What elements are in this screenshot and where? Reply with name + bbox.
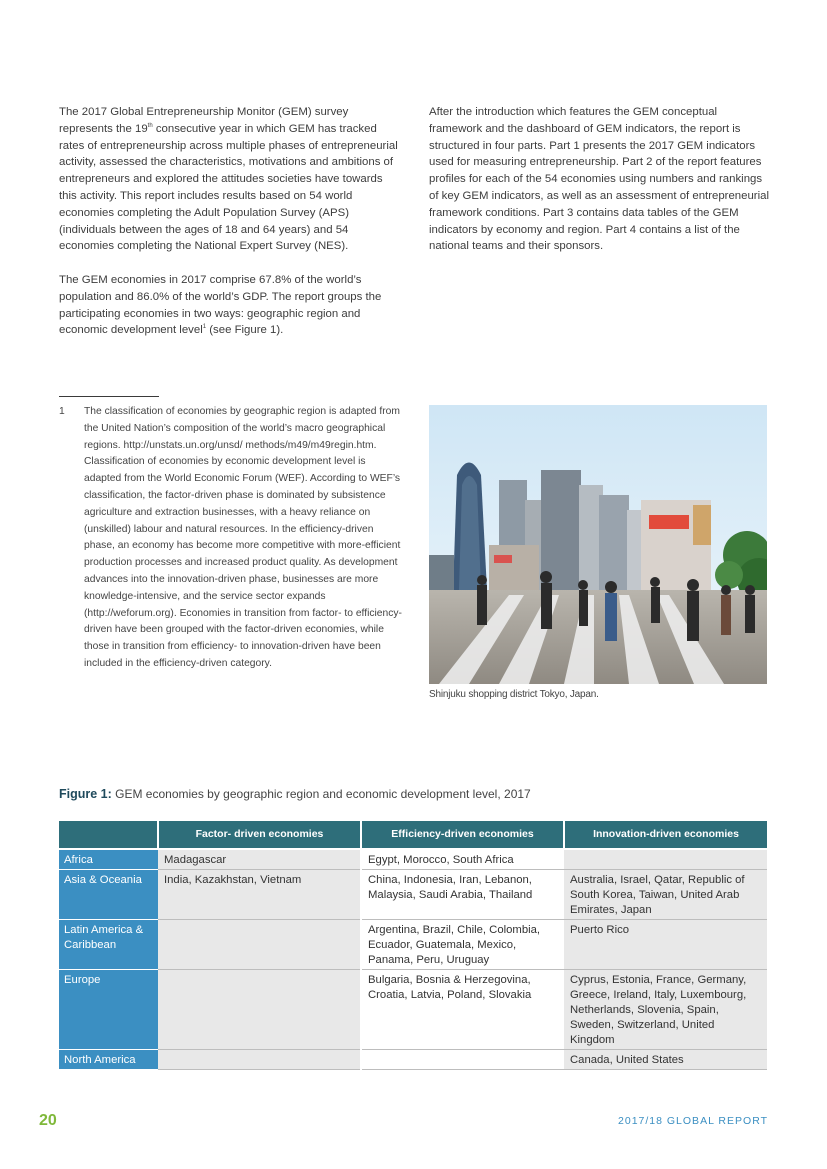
efficiency-cell: Bulgaria, Bosnia & Herzegovina, Croatia, Latvia, Poland, Slovakia	[361, 970, 564, 1050]
efficiency-cell: China, Indonesia, Iran, Lebanon, Malaysia, Saudi Arabia, Thailand	[361, 870, 564, 920]
footnote-number: 1	[59, 406, 65, 417]
efficiency-cell	[361, 1050, 564, 1070]
intro-paragraph-1: The 2017 Global Entrepreneurship Monitor (GEM) survey represents the 19th consecutive year in which GEM has tracked rates of entrepreneurship across multiple phases of entrepreneurial activity, assessed the characteristics, motivations and ambitions of entrepreneurs and explored the attitudes societies have towards this activity. This report includes results based on 54 world economies completing the Adult Population Survey (APS) (individuals between the ages of 18 and 64 years) and 54 economies completing the National Expert Survey (NES).	[59, 106, 398, 253]
efficiency-cell: Egypt, Morocco, South Africa	[361, 849, 564, 870]
innovation-cell: Puerto Rico	[564, 920, 767, 970]
table-header-row	[59, 821, 767, 849]
region-cell: Europe	[59, 970, 158, 1050]
factor-cell	[158, 1050, 361, 1070]
table-row	[59, 920, 767, 970]
figure-title	[59, 787, 531, 801]
figure-label: Figure 1:	[59, 787, 112, 801]
region-cell: North America	[59, 1050, 158, 1070]
efficiency-cell: Argentina, Brazil, Chile, Colombia, Ecuador, Guatemala, Mexico, Panama, Peru, Uruguay	[361, 920, 564, 970]
factor-cell	[158, 970, 361, 1050]
innovation-cell: Canada, United States	[564, 1050, 767, 1070]
factor-cell: Madagascar	[158, 849, 361, 870]
city-photo	[429, 405, 767, 684]
footnote	[59, 404, 404, 673]
figure-title-text: GEM economies by geographic region and economic development level, 2017	[111, 787, 531, 801]
page-number: 20	[39, 1112, 57, 1129]
table-row	[59, 849, 767, 870]
report-title: 2017/18 GLOBAL REPORT	[618, 1115, 768, 1127]
innovation-cell: Cyprus, Estonia, France, Germany, Greece, Ireland, Italy, Luxembourg, Netherlands, Slovenia, Spain, Sweden, Switzerland, United Kingdom	[564, 970, 767, 1050]
intro-left-column	[59, 104, 399, 356]
table-row	[59, 970, 767, 1050]
economies-table	[59, 821, 767, 1070]
footnote-text: The classification of economies by geographic region is adapted from the United Nation’s composition of the world’s macro geographical regions. http://unstats.un.org/unsd/ methods/m49/m49regin.htm. Classification of economies by economic development level is adapted from the World Economic Forum (WEF). According to WEF’s classification, the factor-driven phase is dominated by subsistence agriculture and extraction businesses, with a heavy reliance on (unskilled) labour and natural resources. In the efficiency-driven phase, an economy has become more competitive with more-efficient production processes and increased product quality. As development advances into the innovation-driven phase, businesses are more knowledge-intensive, and the service sector expands (http://weforum.org). Economies in transition from factor- to efficiency-driven have been grouped with the factor-driven economies, while those in transition from efficiency- to innovation-driven have been included in the efficiency-driven category.	[84, 406, 402, 669]
innovation-cell	[564, 849, 767, 870]
factor-cell	[158, 920, 361, 970]
table-header-efficiency: Efficiency-driven economies	[361, 821, 564, 849]
city-street-illustration	[429, 405, 767, 684]
intro-paragraph-3: After the introduction which features the GEM conceptual framework and the dashboard of GEM indicators, the report is structured in four parts. Part 1 presents the 2017 GEM indicators used for measuring entrepreneurship. Part 2 of the report features profiles for each of the 54 economies using numbers and rankings of key GEM indicators, as well as an assessment of entrepreneurial framework conditions. Part 3 contains data tables of the GEM indicators by economy and region. Part 4 contains a list of the national teams and their sponsors.	[429, 106, 769, 253]
table-header-region	[59, 821, 158, 849]
table-header-factor: Factor- driven economies	[158, 821, 361, 849]
table-row	[59, 1050, 767, 1070]
region-cell: Latin America & Caribbean	[59, 920, 158, 970]
region-cell: Asia & Oceania	[59, 870, 158, 920]
innovation-cell: Australia, Israel, Qatar, Republic of South Korea, Taiwan, United Arab Emirates, Japan	[564, 870, 767, 920]
region-cell: Africa	[59, 849, 158, 870]
intro-paragraph-2: The GEM economies in 2017 comprise 67.8% of the world’s population and 86.0% of the world’s GDP. The report groups the participating economies in two ways: geographic region and economic development level$^1$ (see Figure 1).	[59, 273, 382, 337]
table-row	[59, 870, 767, 920]
footnote-divider	[59, 396, 159, 397]
table-header-innovation: Innovation-driven economies	[564, 821, 767, 849]
photo-caption: Shinjuku shopping district Tokyo, Japan.	[429, 689, 599, 700]
intro-right-column	[429, 104, 769, 272]
factor-cell: India, Kazakhstan, Vietnam	[158, 870, 361, 920]
